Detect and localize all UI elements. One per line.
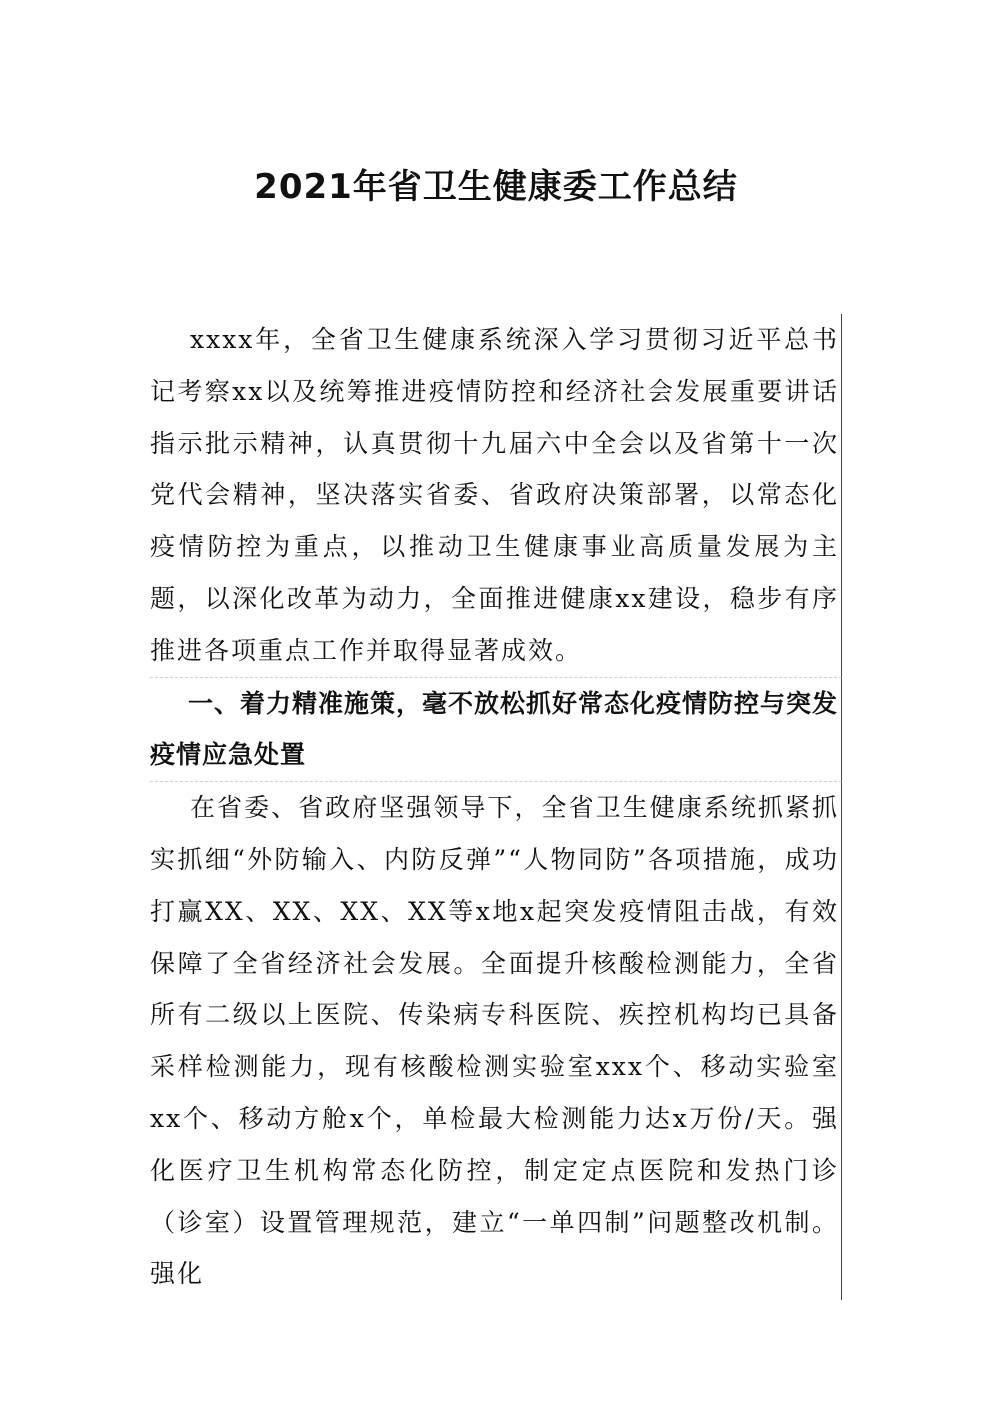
document-body	[150, 314, 842, 1300]
document-title: 2021年省卫生健康委工作总结	[254, 167, 738, 207]
section-heading: 一、着力精准施策，毫不放松抓好常态化疫情防控与突发疫情应急处置	[150, 677, 842, 783]
section-paragraph: 在省委、省政府坚强领导下，全省卫生健康系统抓紧抓实抓细“外防输入、内防反弹”“人物同防”各项措施，成功打赢XX、XX、XX、XX等x地x起突发疫情阻击战，有效保障了全省经济社会发展。全面提升核酸检测能力，全省所有二级以上医院、传染病专科医院、疾控机构均已具备采样检测能力，现有核酸检测实验室xxx个、移动实验室xx个、移动方舱x个，单检最大检测能力达x万份/天。强化医疗卫生机构常态化防控，制定定点医院和发热门诊（诊室）设置管理规范，建立“一单四制”问题整改机制。强化	[150, 782, 842, 1300]
intro-paragraph: xxxx年，全省卫生健康系统深入学习贯彻习近平总书记考察xx以及统筹推进疫情防控和经济社会发展重要讲话指示批示精神，认真贯彻十九届六中全会以及省第十一次党代会精神，坚决落实省委、省政府决策部署，以常态化疫情防控为重点，以推动卫生健康事业高质量发展为主题，以深化改革为动力，全面推进健康xx建设，稳步有序推进各项重点工作并取得显著成效。	[150, 314, 842, 677]
